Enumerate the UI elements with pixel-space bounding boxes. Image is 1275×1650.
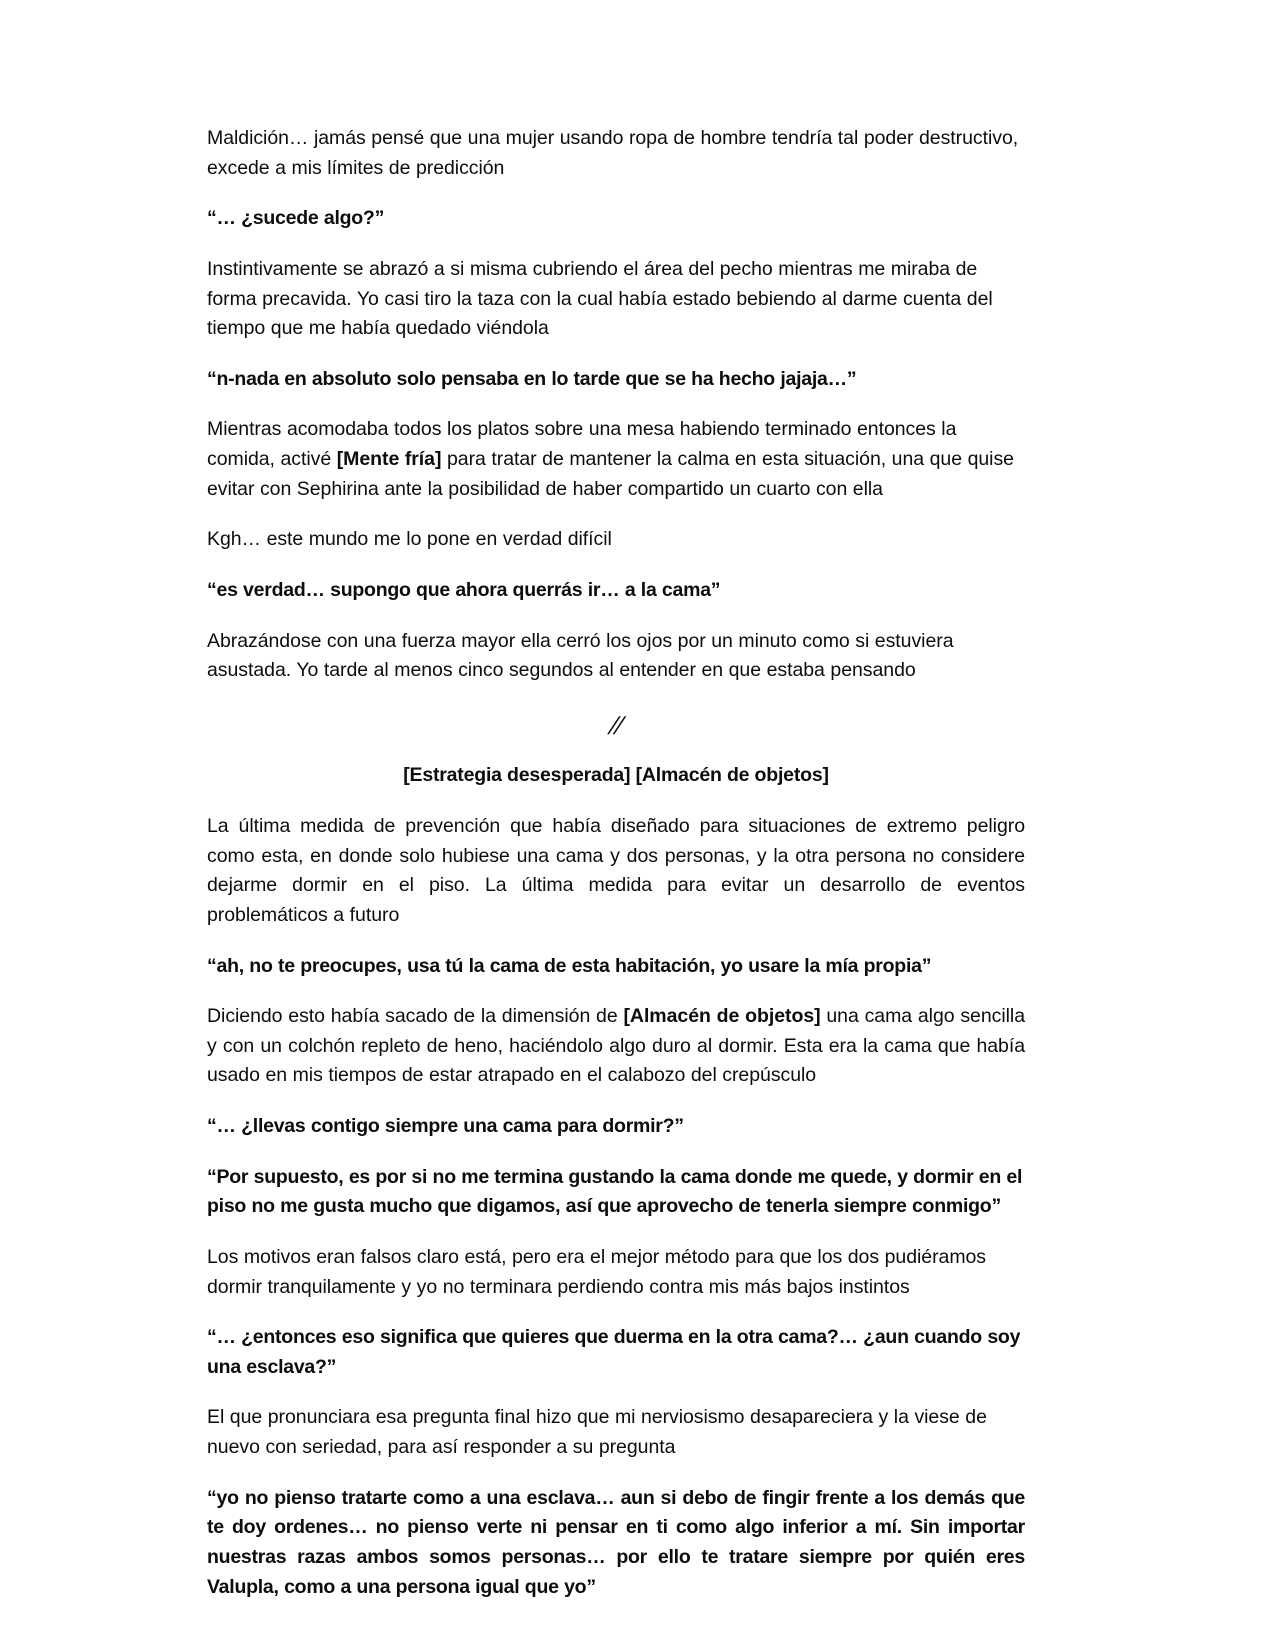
skill-tag: [Almacén de objetos] bbox=[623, 1005, 821, 1028]
dialogue-paragraph: “… ¿entonces eso significa que quieres que duerma en la otra cama?… ¿aun cuando soy una esclava?” bbox=[207, 1326, 1021, 1378]
scene-break-mark-icon: // bbox=[608, 709, 624, 740]
document-body bbox=[207, 124, 1025, 1623]
narration-paragraph: Maldición… jamás pensé que una mujer usando ropa de hombre tendría tal poder destructivo, excede a mis límites de predicción bbox=[207, 127, 1019, 179]
paragraph-text-run: Mientras acomodaba todos los platos sobre una mesa habiendo terminado entonces la comida, activé bbox=[207, 418, 957, 470]
narration-paragraph: El que pronunciara esa pregunta final hizo que mi nerviosismo desapareciera y la viese de nuevo con seriedad, para así responder a su pregunta bbox=[207, 1406, 987, 1459]
paragraph-text-run: Diciendo esto había sacado de la dimensión de bbox=[207, 1005, 624, 1028]
skill-tag: [Mente fría] bbox=[336, 448, 442, 470]
narration-paragraph: Instintivamente se abrazó a si misma cubriendo el área del pecho mientras me miraba de forma precavida. Yo casi tiro la taza con la cual había estado bebiendo al darme cuenta del tiempo que me había quedado viéndola bbox=[207, 257, 993, 340]
dialogue-paragraph: “yo no pienso tratarte como a una esclava… aun si debo de fingir frente a los demás que te doy ordenes… no pienso verte ni pensar en ti como algo inferior a mí. Sin importar nuestras razas ambos somos personas… por ello te tratare siempre por quién eres Valupla, como a una persona igual que yo” bbox=[207, 1486, 1025, 1598]
paragraph-text-run: una cama algo sencilla y con un colchón repleto de heno, haciéndolo algo duro al dormir. Esta era la cama que había usado en mis tiempos de estar atrapado en el calabozo del crepúsculo bbox=[207, 1005, 1025, 1087]
narration-paragraph bbox=[207, 1002, 1025, 1091]
narration-paragraph: Abrazándose con una fuerza mayor ella cerró los ojos por un minuto como si estuviera asustada. Yo tarde al menos cinco segundos al entender en que estaba pensando bbox=[207, 629, 954, 682]
dialogue-paragraph: “… ¿sucede algo?” bbox=[207, 207, 385, 230]
dialogue-paragraph: “Por supuesto, es por si no me termina gustando la cama donde me quede, y dormir en el piso no me gusta mucho que digamos, así que aprovecho de tenerla siempre conmigo” bbox=[207, 1165, 1023, 1218]
dialogue-paragraph: “ah, no te preocupes, usa tú la cama de esta habitación, yo usare la mía propia” bbox=[207, 954, 932, 977]
dialogue-paragraph: “es verdad… supongo que ahora querrás ir… a la cama” bbox=[207, 578, 721, 601]
dialogue-paragraph: “n-nada en absoluto solo pensaba en lo tarde que se ha hecho jajaja…” bbox=[207, 367, 857, 390]
narration-paragraph bbox=[207, 415, 1025, 504]
paragraph-text-run: para tratar de mantener la calma en esta situación, una que quise evitar con Sephirina ante la posibilidad de haber compartido un cuarto con ella bbox=[207, 448, 1014, 500]
narration-paragraph: Los motivos eran falsos claro está, pero era el mejor método para que los dos pudiéramos dormir tranquilamente y yo no terminara perdiendo contra mis más bajos instintos bbox=[207, 1245, 987, 1298]
narration-paragraph: Kgh… este mundo me lo pone en verdad difícil bbox=[207, 528, 612, 551]
scene-break-separator bbox=[207, 709, 1025, 742]
dialogue-paragraph: “… ¿llevas contigo siempre una cama para dormir?” bbox=[207, 1115, 684, 1138]
narration-paragraph: La última medida de prevención que había diseñado para situaciones de extremo peligro como esta, en donde solo hubiese una cama y dos personas, y la otra persona no considere dejarme dormir en el piso. La última medida para evitar un desarrollo de eventos problemáticos a futuro bbox=[207, 815, 1025, 926]
section-title: [Estrategia desesperada] [Almacén de objetos] bbox=[403, 763, 829, 786]
